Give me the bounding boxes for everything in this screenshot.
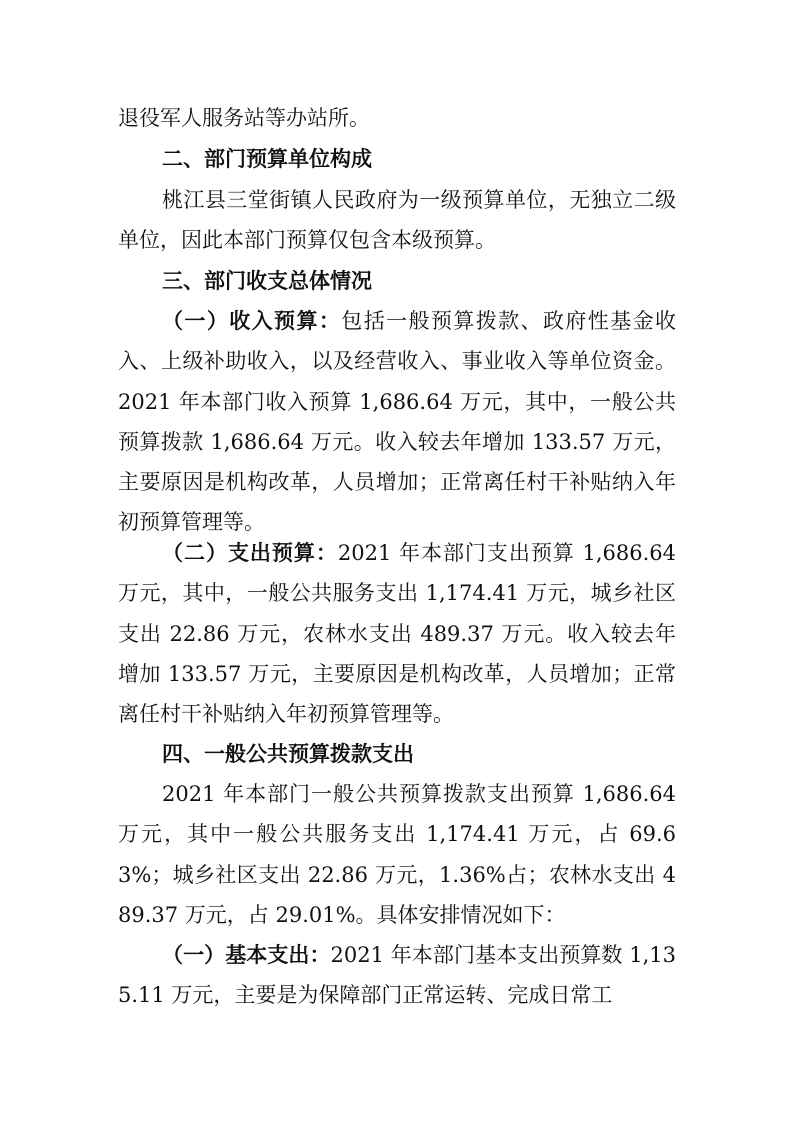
expense-budget-text: 2021 年本部门支出预算 1,686.64 万元，其中，一般公共服务支出 1,174.41 万元，城乡社区支出 22.86 万元，农林水支出 489.37 万元。收入较去年增加 133.57 万元，主要原因是机构改革，人员增加；正常离任村干补贴纳入年初预算管理等。 bbox=[118, 541, 677, 727]
basic-expense-text: 2021 年本部门基本支出预算数 1,135.11 万元，主要是为保障部门正常运转、完成日常工 bbox=[118, 943, 676, 1008]
basic-expense-label: （一）基本支出： bbox=[162, 943, 331, 967]
paragraph-income-budget bbox=[118, 301, 676, 543]
continued-line: 退役军人服务站等办站所。 bbox=[118, 106, 370, 130]
paragraph-general-public-budget: 2021 年本部门一般公共预算拨款支出预算 1,686.64 万元，其中一般公共服务支出 1,174.41 万元，占 69.63%；城乡社区支出 22.86 万元，1.36%占；农林水支出 489.37 万元，占 29.01%。具体安排情况如下： bbox=[118, 782, 676, 927]
paragraph-expense-budget bbox=[118, 533, 676, 734]
income-budget-text: 包括一般预算拨款、政府性基金收入、上级补助收入，以及经营收入、事业收入等单位资金。2021 年本部门收入预算 1,686.64 万元，其中，一般公共预算拨款 1,686.64 万元。收入较去年增加 133.57 万元，主要原因是机构改革，人员增加；正常离任村干补贴纳入年初预算管理等。 bbox=[118, 309, 677, 535]
income-budget-label: （一）收入预算： bbox=[162, 309, 342, 333]
section-heading-general-public-budget: 四、一般公共预算拨款支出 bbox=[162, 742, 414, 766]
expense-budget-label: （二）支出预算： bbox=[162, 541, 338, 565]
section-heading-income-expense: 三、部门收支总体情况 bbox=[162, 269, 372, 293]
paragraph-basic-expense bbox=[118, 935, 676, 1016]
section-heading-budget-units: 二、部门预算单位构成 bbox=[162, 147, 372, 171]
paragraph-budget-units: 桃江县三堂街镇人民政府为一级预算单位，无独立二级单位，因此本部门预算仅包含本级预算。 bbox=[118, 188, 676, 253]
